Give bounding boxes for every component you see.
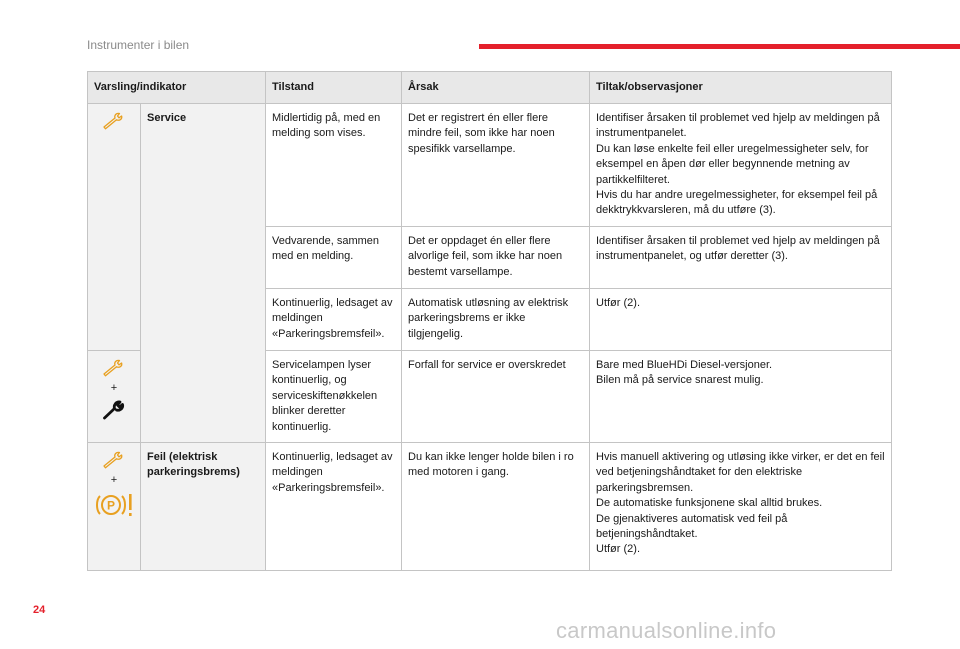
table-header-row [88,72,892,104]
action-cell [590,351,892,443]
action-cell [590,443,892,571]
column-header-indicator: Varsling/indikator [88,72,266,104]
service-combo-icon-cell [88,351,141,443]
service-icon-cell [88,104,141,351]
wrench-outline-icon [102,359,126,377]
state-cell: Kontinuerlig, ledsaget av meldingen «Parkeringsbremsfeil». [266,289,402,351]
action-cell [590,104,892,227]
column-header-cause: Årsak [402,72,590,104]
wrench-outline-icon [102,451,126,469]
action-cell [590,227,892,289]
state-cell: Kontinuerlig, ledsaget av meldingen «Parkeringsbremsfeil». [266,443,402,571]
section-title: Instrumenter i bilen [87,38,190,52]
action-line: Bare med BlueHDi Diesel-versjoner. [596,359,773,371]
plus-sign: + [110,474,118,486]
table-row [88,443,892,571]
action-line: Hvis du har andre uregelmessigheter, for eksempel feil på dekktrykkvarsleren, må du utføre (3). [596,189,878,217]
cause-cell: Det er registrert én eller flere mindre feil, som ikke har noen spesifikk varsellampe. [402,104,590,227]
watermark: carmanualsonline.info [556,618,777,643]
cause-cell: Forfall for service er overskredet [402,351,590,443]
warning-indicator-table [87,71,892,571]
action-line: Du kan løse enkelte feil eller uregelmessigheter selv, for eksempel en åpen dør eller begynnende metning av partikkelfilteret. [596,142,869,186]
action-line: Identifiser årsaken til problemet ved hjelp av meldingen på instrumentpanelet. [596,112,880,140]
header-accent-bar [479,44,960,49]
state-cell: Servicelampen lyser kontinuerlig, og serviceskiftenøkkelen blinker deretter kontinuerlig. [266,351,402,443]
page-number: 24 [33,604,46,616]
cause-cell: Det er oppdaget én eller flere alvorlige feil, som ikke har noen bestemt varsellampe. [402,227,590,289]
action-cell [590,289,892,351]
action-line: De gjenaktiveres automatisk ved feil på betjeningshåndtaket. [596,512,788,541]
wrench-solid-icon [103,400,125,420]
state-cell: Midlertidig på, med en melding som vises. [266,104,402,227]
plus-sign: + [110,382,118,394]
wrench-outline-icon [102,112,126,130]
cause-cell: Du kan ikke lenger holde bilen i ro med motoren i gang. [402,443,590,571]
cause-cell: Automatisk utløsning av elektrisk parkeringsbrems er ikke tilgjengelig. [402,289,590,351]
table-row [88,104,892,227]
action-line: De automatiske funksjonene skal alltid brukes. [596,497,823,510]
action-line: Identifiser årsaken til problemet ved hjelp av meldingen på instrumentpanelet, og utfør deretter (3). [596,235,880,263]
parking-brake-name-cell: Feil (elektrisk parkeringsbrems) [141,443,266,571]
column-header-state: Tilstand [266,72,402,104]
parking-brake-icon-cell [88,443,141,571]
state-cell: Vedvarende, sammen med en melding. [266,227,402,289]
parking-brake-warning-icon [94,492,134,520]
action-line: Hvis manuell aktivering og utløsing ikke virker, er det en feil ved betjeningshåndtaket for den elektriske parkeringsbremsen. [596,451,885,494]
action-line: Bilen må på service snarest mulig. [596,374,764,387]
column-header-action: Tiltak/observasjoner [590,72,892,104]
service-name-cell: Service [141,104,266,443]
svg-text:P: P [106,498,116,513]
action-line: Utfør (2). [596,543,640,556]
action-line: Utfør (2). [596,297,640,309]
